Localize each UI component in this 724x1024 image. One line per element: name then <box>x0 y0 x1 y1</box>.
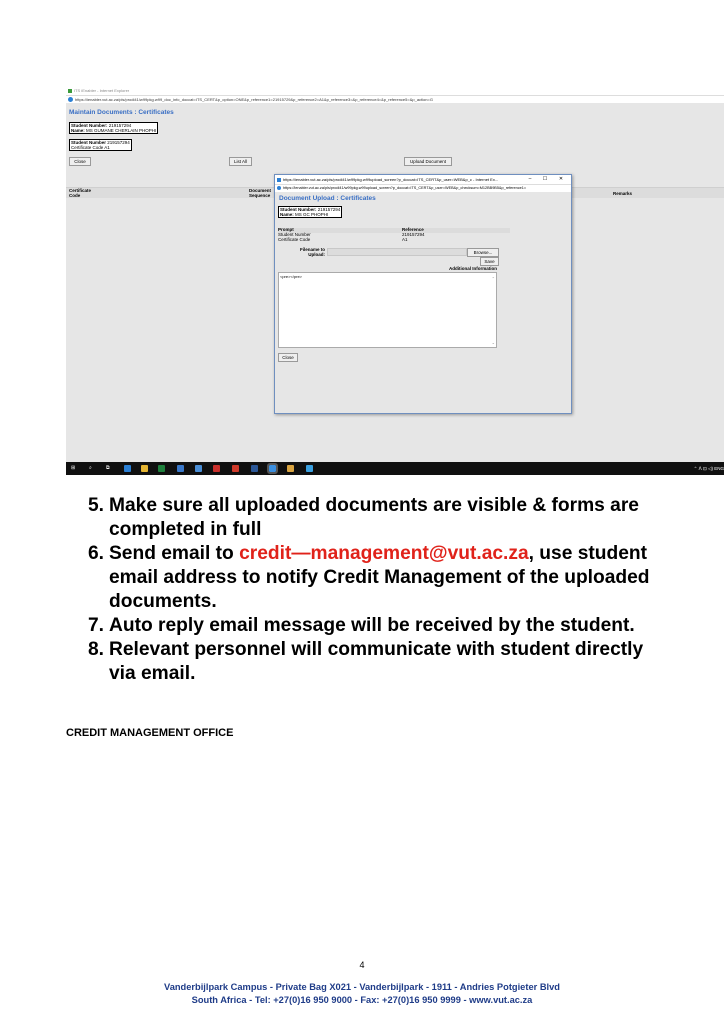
cert-student-number-label: Student Number <box>71 140 107 145</box>
edge-icon[interactable] <box>124 465 131 472</box>
windows-taskbar <box>66 462 724 475</box>
acrobat-icon[interactable] <box>213 465 220 472</box>
popup-ie-icon <box>277 178 281 182</box>
step-text-line: Make sure all uploaded documents are visible & forms are <box>109 495 639 516</box>
search-icon[interactable]: ⌕ <box>89 465 92 471</box>
people-icon[interactable] <box>195 465 202 472</box>
step-text-line: via email. <box>109 663 196 684</box>
ie-title-text: ITS iEnabler - Internet Explorer <box>74 88 130 93</box>
filename-input[interactable] <box>327 248 467 256</box>
col-doc-seq-2: Sequence <box>249 193 271 198</box>
prompt-cell: Student Number <box>278 231 311 237</box>
col-cert-code-1: Certificate <box>69 188 92 193</box>
step-text-line: completed in full <box>109 519 262 540</box>
filename-label <box>293 247 325 257</box>
student-number-label: Student Number: <box>71 123 108 128</box>
popup-heading: Document Upload : Certificates <box>279 195 376 202</box>
step-item <box>80 542 680 614</box>
minimize-icon[interactable]: – <box>528 176 532 182</box>
certificate-info-box <box>69 139 132 151</box>
step-number: 7. <box>88 615 105 636</box>
embedded-screenshot <box>66 87 724 475</box>
popup-student-number-value: 219157294 <box>317 207 341 212</box>
windows-start-icon[interactable]: ⊞ <box>71 465 76 471</box>
popup-student-number-label: Student Number: <box>280 207 317 212</box>
student-name-value: MS GUMANE CHERLAIN PHOPHI <box>86 128 157 133</box>
col-cert-code-2: Code <box>69 193 81 198</box>
cert-code-value: A1 <box>104 145 110 150</box>
cert-code-label: Certificate Code <box>71 145 104 150</box>
credit-management-email-link[interactable]: credit—management@vut.ac.za <box>239 543 529 564</box>
step-number: 6. <box>88 543 105 564</box>
ie-title-bar <box>66 87 724 95</box>
internet-explorer-icon[interactable] <box>269 465 276 472</box>
footer-line-2: South Africa - Tel: +27(0)16 950 9000 - Fax: +27(0)16 950 9999 - www.vut.ac.za <box>191 995 533 1005</box>
popup-student-name-value: MS GC PHOPHI <box>295 212 329 217</box>
ie-app-icon <box>68 89 72 93</box>
footer-line-1: Vanderbijlpark Campus - Private Bag X021 - Vanderbijlpark - 1911 - Andries Potgieter Blvd <box>164 982 560 992</box>
student-name-label: Name: <box>71 128 85 133</box>
ienabler-page <box>66 103 724 462</box>
popup-body <box>275 192 571 413</box>
popup-close-button[interactable]: Close <box>278 353 298 362</box>
filename-label-line1: Filename to <box>299 247 325 252</box>
task-view-icon[interactable]: ⧉ <box>106 465 110 471</box>
footer-address <box>0 981 724 1007</box>
textarea-content: <pre></pre> <box>280 274 303 279</box>
scroll-down-icon[interactable]: ⌄ <box>491 340 495 345</box>
step-text: , use student <box>528 543 647 564</box>
popup-addr-icon <box>277 186 281 190</box>
step-number: 5. <box>88 495 105 516</box>
step-number: 8. <box>88 639 105 660</box>
page-heading: Maintain Documents : Certificates <box>69 109 174 116</box>
additional-info-textarea[interactable] <box>278 272 497 348</box>
file-explorer-icon[interactable] <box>141 465 148 472</box>
office-name: CREDIT MANAGEMENT OFFICE <box>66 727 234 739</box>
step-text-line: email address to notify Credit Management of the uploaded <box>109 567 650 588</box>
scroll-up-icon[interactable]: ⌃ <box>491 276 495 281</box>
app-icon[interactable] <box>287 465 294 472</box>
list-all-button[interactable]: List All <box>229 157 252 166</box>
popup-student-name-label: Name: <box>280 212 294 217</box>
word-icon[interactable] <box>251 465 258 472</box>
popup-title-text: https://ienabler.vut.ac.za/pls/prodi41/w99pkg.w99upload_screen?p_doccat=ITS_CERT&p_user=WEB&p_c - Internet Ex... <box>283 177 499 182</box>
col-remarks: Remarks <box>613 191 633 196</box>
popup-address-url: https://ienabler.vut.ac.za/pls/prodi41/w99pkg.w99upload_screen?p_doccat=ITS_CERT&p_user=WEB&p_checksum=M12BB9B5&p_reference1= <box>283 186 527 190</box>
student-info-box <box>69 122 158 134</box>
reference-cell: A1 <box>402 236 408 242</box>
table-row <box>278 238 510 243</box>
step-item <box>80 614 680 638</box>
mail-icon[interactable] <box>177 465 184 472</box>
excel-icon[interactable] <box>158 465 165 472</box>
ie-address-url: https://ienabler.vut.ac.za/pls/prodi41/w99pkg.w99_doc_info_doccat=ITS_CERT&p_option=ONE&p_reference1=21915729&p_reference2=A1&p_reference3=&p_reference4=&p_reference5=&p_action=G <box>75 97 433 102</box>
upload-document-button[interactable]: Upload Document <box>404 157 452 166</box>
filename-label-line2: Upload: <box>308 252 325 257</box>
media-icon[interactable] <box>306 465 313 472</box>
additional-info-label: Additional Information <box>449 266 497 271</box>
close-icon[interactable]: ✕ <box>558 176 564 182</box>
prompt-cell: Certificate Code <box>278 236 311 242</box>
page-number: 4 <box>359 960 365 970</box>
browse-button[interactable]: Browse... <box>467 248 499 257</box>
maximize-icon[interactable]: ☐ <box>542 176 548 182</box>
cert-student-number-value: 219157294 <box>107 140 130 145</box>
pdf-icon[interactable] <box>232 465 239 472</box>
step-text-line: documents. <box>109 591 217 612</box>
col-prompt: Prompt <box>278 227 294 232</box>
step-item <box>80 638 680 686</box>
instruction-steps <box>80 494 680 686</box>
col-doc-seq-1: Document <box>249 188 272 193</box>
save-button[interactable]: Save <box>480 257 499 266</box>
system-tray[interactable]: ⌃ ᐱ ⊡ ◁) ENG <box>693 466 724 471</box>
prompt-reference-table <box>278 228 510 242</box>
step-item <box>80 494 680 542</box>
popup-student-box <box>278 206 342 218</box>
close-button[interactable]: Close <box>69 157 91 166</box>
reference-cell: 219157294 <box>402 231 425 237</box>
step-text-line: Auto reply email message will be received by the student. <box>109 615 635 636</box>
ie-icon <box>68 97 73 102</box>
step-text-line <box>109 542 680 566</box>
col-reference: Reference <box>402 227 424 232</box>
step-text-line: Relevant personnel will communicate with student directly <box>109 639 644 660</box>
step-text: Send email to <box>109 543 240 564</box>
student-number-value: 219157294 <box>108 123 132 128</box>
document-upload-popup <box>274 174 572 414</box>
